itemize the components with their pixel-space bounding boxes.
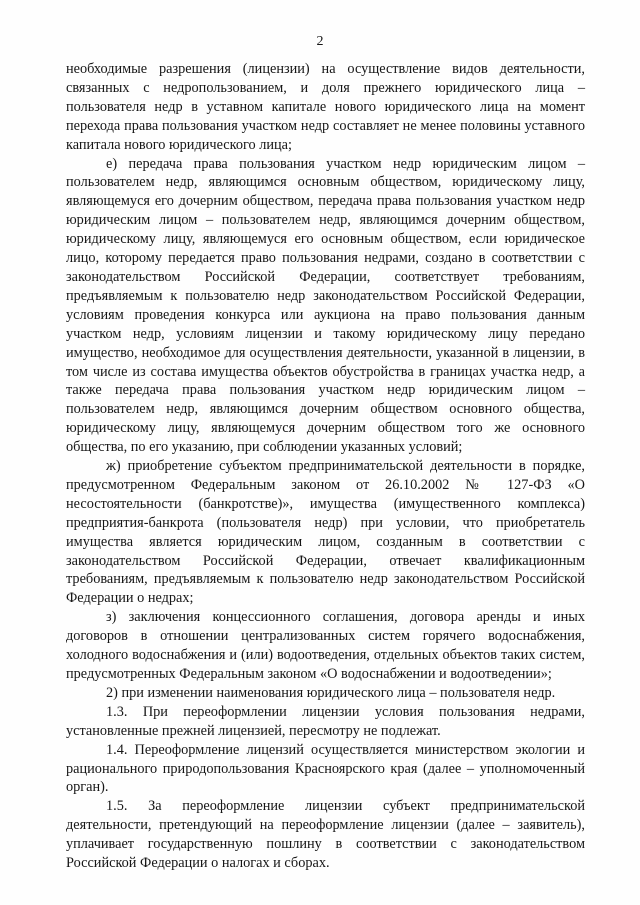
paragraph-item-e: е) передача права пользования участком недр юридическим лицом – пользователем недр, являющимся основным обществом, юридическому лицу, являющемуся его дочерним обществом, передача права пользования участком недр юридическим лицом – пользователем недр, являющимся дочерним обществом, юридическому лицу, являющемуся его основным обществом, если юридическое лицо, которому передается право пользования недрами, создано в соответствии с законодательством Российской Федерации, соответствует требованиям, предъявляемым к пользователю недр законодательством Российской Федерации, условиям проведения конкурса или аукциона на право пользования данным участком недр, условиям лицензии и такому юридическому лицу передано имущество, необходимое для осуществления деятельности, указанной в лицензии, в том числе из состава имущества объектов обустройства в границах участка недр, а также передача права пользования участком недр юридическим лицом – пользователем недр, являющимся дочерним обществом основного общества, юридическому лицу, являющемуся дочерним обществом того же основного общества, по его указанию, при соблюдении указанных условий; [66,155,585,456]
page-number: 2 [316,34,324,49]
paragraph-item-z: з) заключения концессионного соглашения, договора аренды и иных договоров в отношении централизованных систем горячего водоснабжения, холодного водоснабжения и (или) водоотведения, отдельных объектов таких систем, предусмотренных Федеральным законом «О водоснабжении и водоотведении»; [66,609,585,682]
paragraph-section-1-5: 1.5. За переоформление лицензии субъект предпринимательской деятельности, претендующий на переоформление лицензии (далее – заявитель), уплачивает государственную пошлину в соответствии с законодательством Российской Федерации о налогах и сборах. [66,798,585,872]
paragraph-item-2: 2) при изменении наименования юридического лица – пользователя недр. [106,684,556,701]
paragraph-item-zh: ж) приобретение субъектом предпринимательской деятельности в порядке, предусмотренном Федеральным законом от 26.10.2002 № 127-ФЗ «О несостоятельности (банкротстве)», имущества (имущественного комплекса) предприятия-банкрота (пользователя недр) при условии, что приобретатель имущества является юридическим лицом, созданным в соответствии с законодательством Российской Федерации, отвечает квалификационным требованиям, предъявляемым к пользователю недр законодательством Российской Федерации о недрах; [66,458,585,607]
paragraph-section-1-4: 1.4. Переоформление лицензий осуществляется министерством экологии и рационального природопользования Красноярского края (далее – уполномоченный орган). [66,741,585,796]
document-body [66,60,585,873]
paragraph-continuation: необходимые разрешения (лицензии) на осуществление видов деятельности, связанных с недропользованием, и доля прежнего юридического лица – пользователя недр в уставном капитале нового юридического лица на момент перехода права пользования участком недр составляет не менее половины уставного капитала нового юридического лица; [66,61,585,153]
paragraph-section-1-3: 1.3. При переоформлении лицензии условия пользования недрами, установленные прежней лицензией, пересмотру не подлежат. [66,703,585,739]
